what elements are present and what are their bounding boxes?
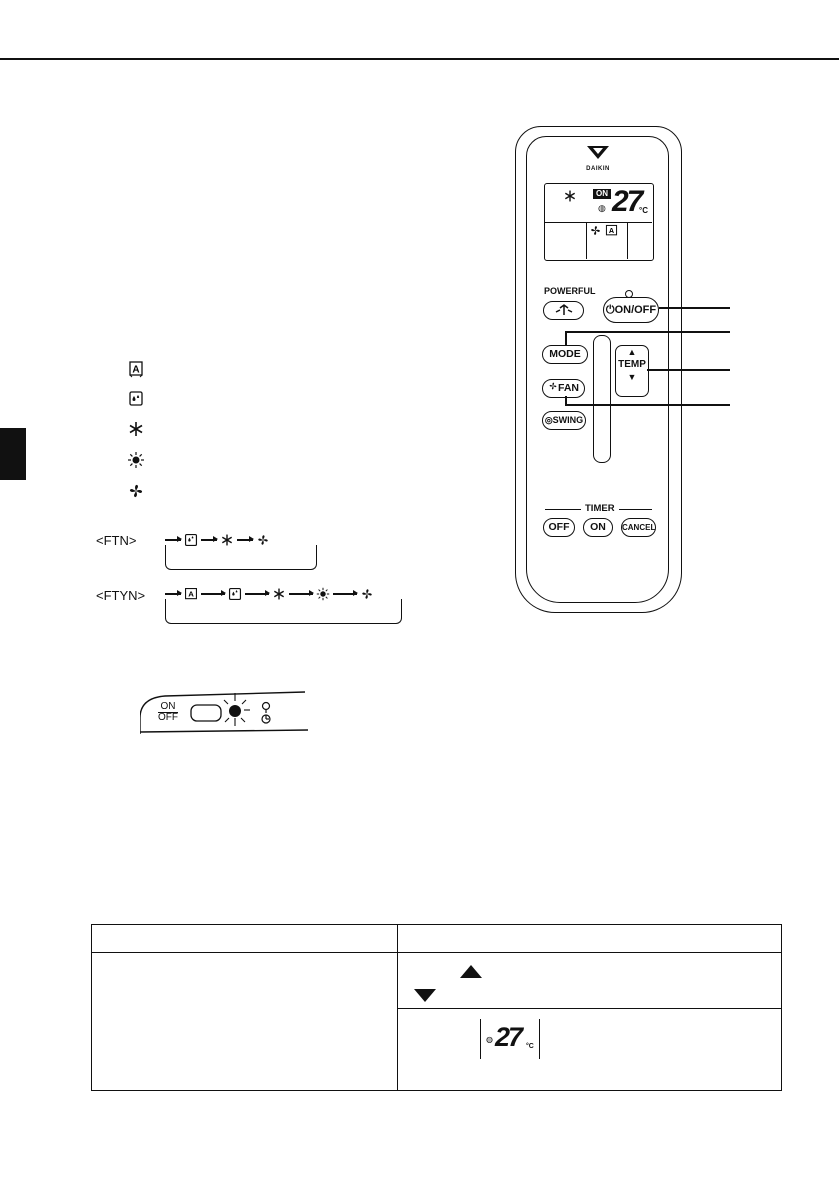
table-cell-left (92, 953, 398, 1091)
fan-mode-icon (127, 482, 145, 500)
legend-dry (127, 390, 157, 408)
table-cell-arrows (398, 953, 782, 1009)
remote-slot (593, 335, 611, 463)
lcd-cool-icon (563, 189, 577, 203)
table-cell-display (398, 1009, 782, 1091)
power-icon: ⏻ (605, 304, 615, 316)
section-tab (0, 428, 26, 480)
lcd-thermometer-icon: ◍ (598, 203, 606, 213)
indicator-off-label: OFF (158, 712, 178, 723)
ftn-loop (165, 545, 317, 570)
temp-label: TEMP (618, 359, 646, 370)
swing-button-label: SWING (552, 415, 584, 425)
temp-down-icon[interactable]: ▼ (627, 372, 637, 382)
svg-text:A: A (132, 364, 140, 376)
lcd-divider-v2 (627, 222, 628, 259)
callout-fan (565, 404, 730, 406)
display-temp: 27 (495, 1022, 522, 1053)
callout-temp (647, 369, 730, 371)
svg-text:A: A (188, 589, 194, 599)
lcd-auto-icon (605, 224, 618, 237)
lcd-divider (544, 222, 652, 223)
swing-button[interactable] (542, 411, 586, 430)
swing-icon: ◎ (544, 415, 553, 425)
ftyn-label: <FTYN> (96, 588, 146, 603)
powerful-button[interactable] (543, 301, 584, 320)
callout-fan-drop (565, 396, 567, 405)
arrow (201, 593, 225, 594)
brand-label: DAIKIN (586, 166, 610, 172)
legend-heat (127, 451, 157, 469)
timer-label: TIMER (581, 503, 619, 514)
arrow (165, 593, 181, 594)
arrow (165, 539, 181, 540)
table-header-right (398, 925, 782, 953)
auto-mode-icon (127, 360, 145, 378)
lcd-unit: °C (639, 206, 648, 215)
callout-mode (565, 331, 730, 333)
onoff-button[interactable] (603, 297, 659, 323)
arrow (237, 539, 253, 540)
fan-button-label: FAN (558, 382, 579, 394)
lcd-divider-v1 (586, 222, 587, 259)
display-unit: °C (526, 1043, 534, 1051)
ftn-label: <FTN> (96, 533, 137, 548)
arrow (289, 593, 313, 594)
fan-icon (548, 381, 558, 391)
svg-text:A: A (608, 226, 615, 236)
onoff-button-label: ON/OFF (614, 304, 657, 316)
timer-on-button[interactable]: ON (583, 518, 613, 537)
heat-mode-icon (127, 451, 145, 469)
ftyn-loop (165, 599, 402, 624)
arrow (201, 539, 217, 540)
lcd-temp: 27 (612, 185, 642, 218)
down-arrow-icon (414, 989, 436, 1002)
callout-onoff (659, 307, 730, 309)
timer-off-button[interactable]: OFF (543, 518, 575, 537)
callout-mode-drop (565, 331, 567, 346)
fan-button[interactable] (542, 379, 585, 398)
info-table (91, 924, 782, 1091)
cool-mode-icon (127, 420, 145, 438)
timer-cancel-button[interactable]: CANCEL (621, 518, 656, 537)
table-header-left (92, 925, 398, 953)
powerful-icon (553, 303, 575, 317)
dry-mode-icon (127, 390, 145, 408)
daikin-logo-icon (584, 143, 612, 165)
legend-cool (127, 420, 157, 438)
temp-display (480, 1019, 540, 1059)
up-arrow-icon (460, 965, 482, 978)
mode-button[interactable]: MODE (542, 345, 588, 364)
temp-up-icon[interactable]: ▲ (627, 347, 637, 357)
legend-auto (127, 360, 157, 378)
lcd-on-badge: ON (593, 189, 611, 199)
legend-fan (127, 482, 157, 500)
arrow (333, 593, 357, 594)
powerful-label: POWERFUL (544, 286, 596, 296)
indicator-onoff-label (158, 702, 178, 723)
top-rule (0, 58, 839, 60)
temp-button[interactable] (615, 345, 649, 397)
lcd-fan-icon (589, 224, 602, 237)
indicator-on-label: ON (160, 701, 176, 712)
thermometer-icon: ◍ (486, 1035, 493, 1045)
arrow (245, 593, 269, 594)
